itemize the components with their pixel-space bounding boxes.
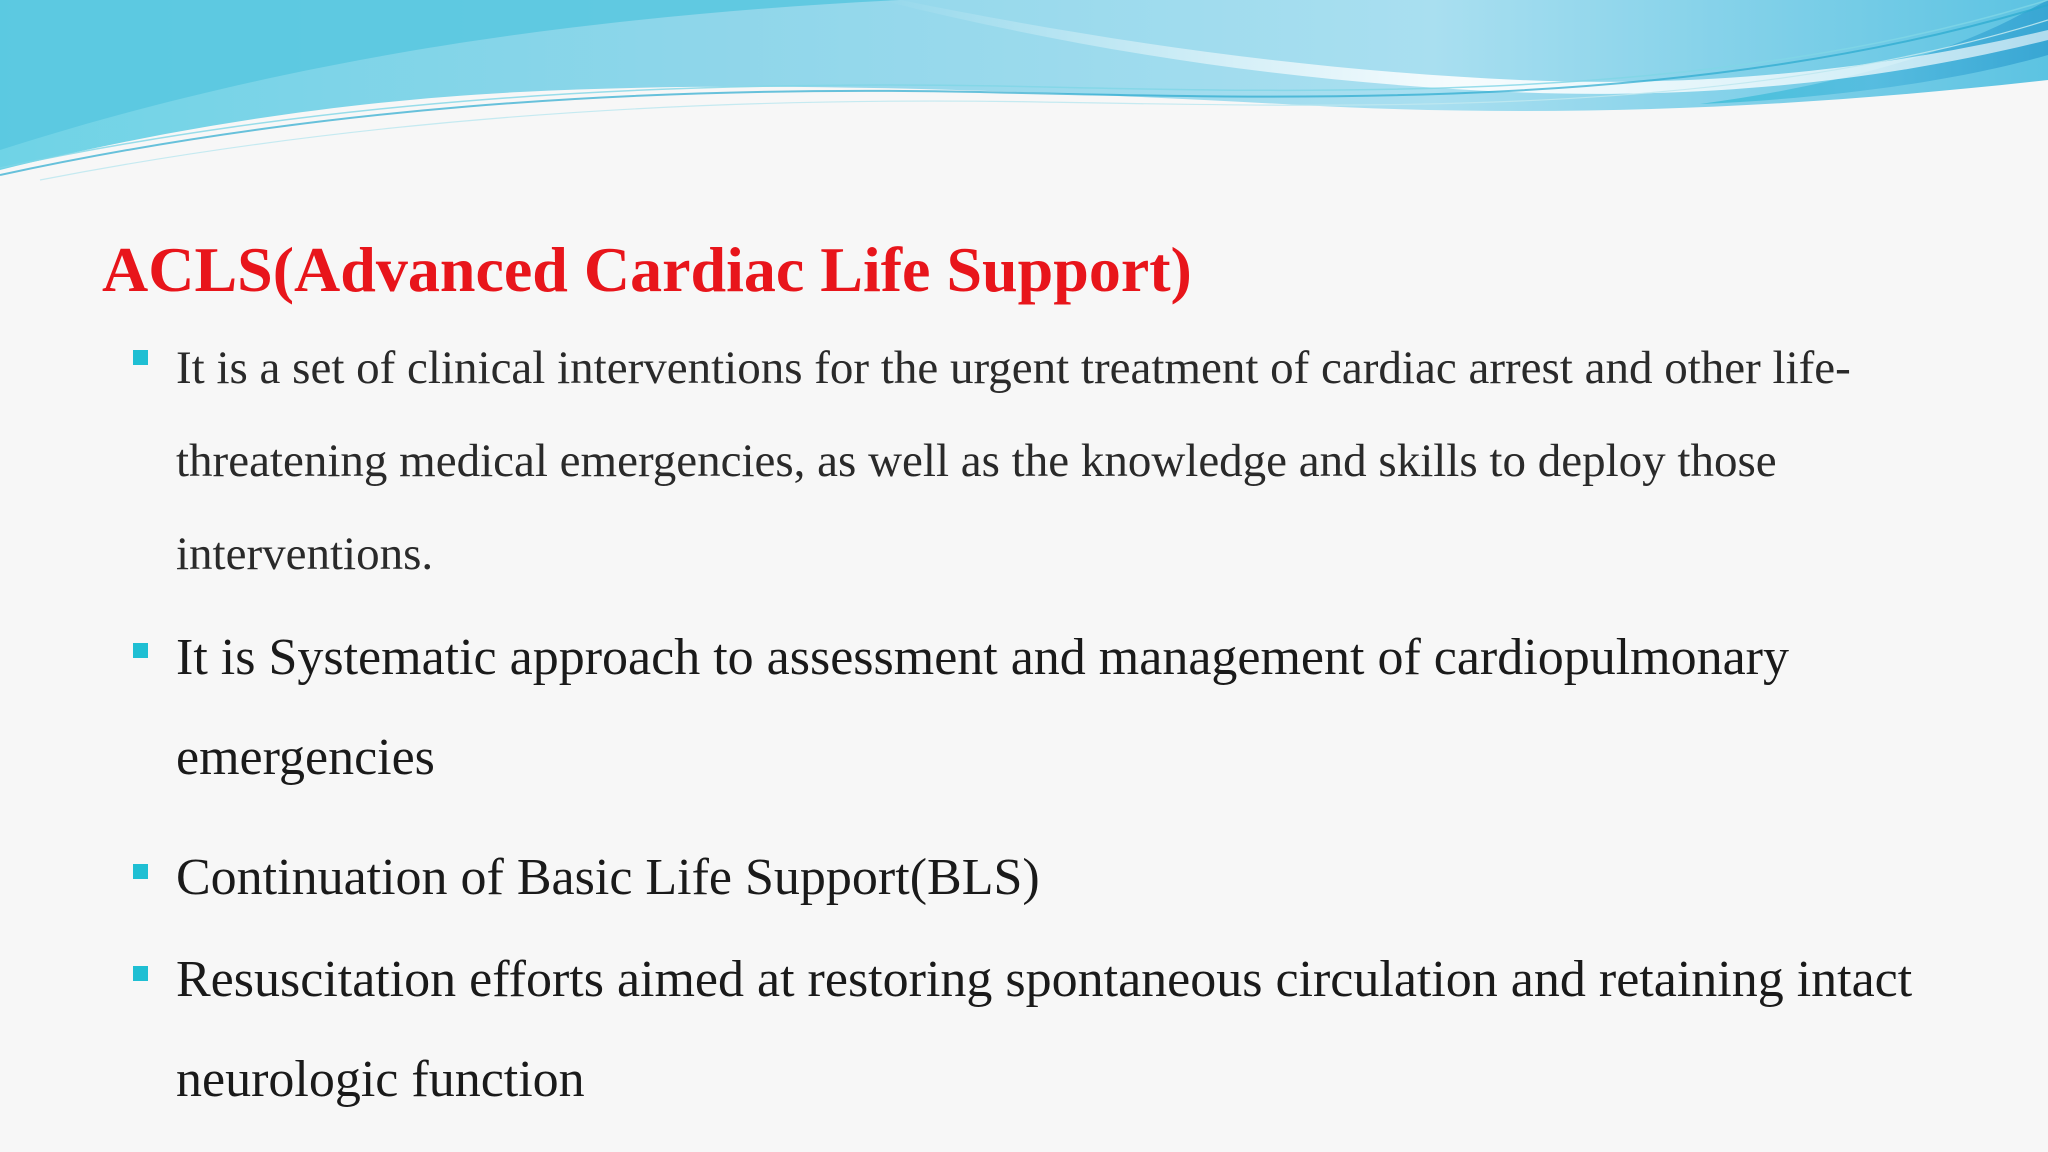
square-bullet-icon <box>133 864 148 879</box>
slide-title: ACLS(Advanced Cardiac Life Support) <box>102 234 1192 305</box>
bullet-text: It is a set of clinical interventions for the urgent treatment of cardiac arrest and other life-threatening medical emergencies, as well as the knowledge and skills to deploy those interventions. <box>176 342 1851 580</box>
square-bullet-icon <box>133 643 148 658</box>
square-bullet-icon <box>133 966 148 981</box>
bullet-text: Continuation of Basic Life Support(BLS) <box>176 849 1040 906</box>
square-bullet-icon <box>133 350 148 365</box>
bullet-text: Resuscitation efforts aimed at restoring spontaneous circulation and retaining intact neurologic function <box>176 951 1913 1108</box>
bullet-text: It is Systematic approach to assessment and management of cardiopulmonary emergencies <box>176 629 1789 786</box>
